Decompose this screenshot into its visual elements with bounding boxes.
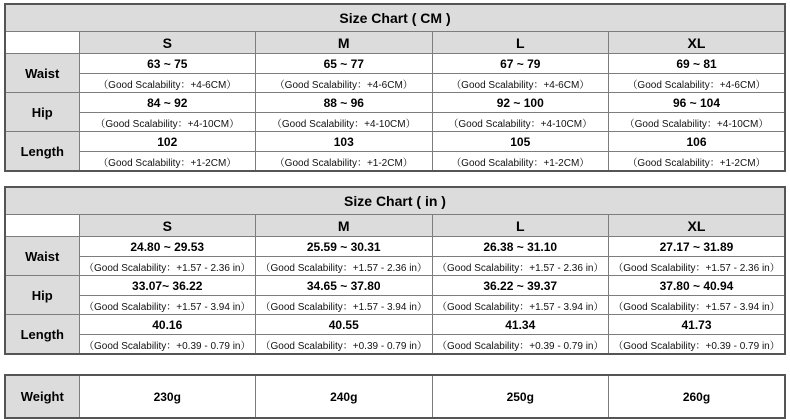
length-value-m: 103 bbox=[256, 132, 433, 152]
corner-cell bbox=[5, 32, 79, 54]
waist-note-xl: （Good Scalability：+1.57 - 2.36 in） bbox=[609, 257, 786, 276]
corner-cell bbox=[5, 215, 79, 237]
weight-value-m: 240g bbox=[256, 375, 433, 418]
length-value-xl: 106 bbox=[609, 132, 786, 152]
length-note-s: （Good Scalability：+1-2CM） bbox=[79, 152, 256, 172]
row-label-length: Length bbox=[5, 132, 79, 172]
hip-value-m: 88 ~ 96 bbox=[256, 93, 433, 113]
row-label-waist: Waist bbox=[5, 237, 79, 276]
size-header-m: M bbox=[256, 215, 433, 237]
size-chart-in-title: Size Chart ( in ) bbox=[5, 187, 785, 215]
hip-value-s: 84 ~ 92 bbox=[79, 93, 256, 113]
size-header-m: M bbox=[256, 32, 433, 54]
hip-note-m: （Good Scalability：+1.57 - 3.94 in） bbox=[256, 296, 433, 315]
size-chart-in-table bbox=[4, 186, 786, 355]
length-value-l: 41.34 bbox=[432, 315, 609, 335]
weight-value-s: 230g bbox=[79, 375, 256, 418]
hip-value-m: 34.65 ~ 37.80 bbox=[256, 276, 433, 296]
waist-value-s: 24.80 ~ 29.53 bbox=[79, 237, 256, 257]
hip-note-l: （Good Scalability：+4-10CM） bbox=[432, 113, 609, 132]
length-value-m: 40.55 bbox=[256, 315, 433, 335]
length-value-s: 40.16 bbox=[79, 315, 256, 335]
row-label-waist: Waist bbox=[5, 54, 79, 93]
waist-note-s: （Good Scalability：+1.57 - 2.36 in） bbox=[79, 257, 256, 276]
waist-value-xl: 69 ~ 81 bbox=[609, 54, 786, 74]
hip-note-s: （Good Scalability：+4-10CM） bbox=[79, 113, 256, 132]
weight-value-l: 250g bbox=[432, 375, 609, 418]
length-note-xl: （Good Scalability：+1-2CM） bbox=[609, 152, 786, 172]
size-header-xl: XL bbox=[609, 215, 786, 237]
waist-note-s: （Good Scalability：+4-6CM） bbox=[79, 74, 256, 93]
waist-value-l: 67 ~ 79 bbox=[432, 54, 609, 74]
size-header-s: S bbox=[79, 32, 256, 54]
size-chart-cm-title: Size Chart ( CM ) bbox=[5, 4, 785, 32]
length-note-l: （Good Scalability：+1-2CM） bbox=[432, 152, 609, 172]
hip-note-xl: （Good Scalability：+4-10CM） bbox=[609, 113, 786, 132]
waist-value-m: 65 ~ 77 bbox=[256, 54, 433, 74]
length-value-xl: 41.73 bbox=[609, 315, 786, 335]
size-header-xl: XL bbox=[609, 32, 786, 54]
hip-note-s: （Good Scalability：+1.57 - 3.94 in） bbox=[79, 296, 256, 315]
hip-value-l: 36.22 ~ 39.37 bbox=[432, 276, 609, 296]
waist-note-l: （Good Scalability：+1.57 - 2.36 in） bbox=[432, 257, 609, 276]
waist-value-l: 26.38 ~ 31.10 bbox=[432, 237, 609, 257]
waist-note-xl: （Good Scalability：+4-6CM） bbox=[609, 74, 786, 93]
length-value-l: 105 bbox=[432, 132, 609, 152]
row-label-hip: Hip bbox=[5, 93, 79, 132]
row-label-weight: Weight bbox=[5, 375, 79, 418]
length-note-s: （Good Scalability：+0.39 - 0.79 in） bbox=[79, 335, 256, 355]
hip-value-xl: 37.80 ~ 40.94 bbox=[609, 276, 786, 296]
size-chart-cm-table bbox=[4, 3, 786, 172]
length-note-xl: （Good Scalability：+0.39 - 0.79 in） bbox=[609, 335, 786, 355]
row-label-length: Length bbox=[5, 315, 79, 355]
size-header-l: L bbox=[432, 32, 609, 54]
hip-note-xl: （Good Scalability：+1.57 - 3.94 in） bbox=[609, 296, 786, 315]
length-note-l: （Good Scalability：+0.39 - 0.79 in） bbox=[432, 335, 609, 355]
hip-value-s: 33.07~ 36.22 bbox=[79, 276, 256, 296]
hip-note-l: （Good Scalability：+1.57 - 3.94 in） bbox=[432, 296, 609, 315]
waist-value-xl: 27.17 ~ 31.89 bbox=[609, 237, 786, 257]
weight-table bbox=[4, 374, 786, 419]
hip-note-m: （Good Scalability：+4-10CM） bbox=[256, 113, 433, 132]
length-note-m: （Good Scalability：+0.39 - 0.79 in） bbox=[256, 335, 433, 355]
hip-value-xl: 96 ~ 104 bbox=[609, 93, 786, 113]
size-header-s: S bbox=[79, 215, 256, 237]
waist-value-m: 25.59 ~ 30.31 bbox=[256, 237, 433, 257]
hip-value-l: 92 ~ 100 bbox=[432, 93, 609, 113]
waist-value-s: 63 ~ 75 bbox=[79, 54, 256, 74]
weight-value-xl: 260g bbox=[609, 375, 786, 418]
length-note-m: （Good Scalability：+1-2CM） bbox=[256, 152, 433, 172]
size-header-l: L bbox=[432, 215, 609, 237]
waist-note-m: （Good Scalability：+1.57 - 2.36 in） bbox=[256, 257, 433, 276]
waist-note-l: （Good Scalability：+4-6CM） bbox=[432, 74, 609, 93]
waist-note-m: （Good Scalability：+4-6CM） bbox=[256, 74, 433, 93]
row-label-hip: Hip bbox=[5, 276, 79, 315]
length-value-s: 102 bbox=[79, 132, 256, 152]
